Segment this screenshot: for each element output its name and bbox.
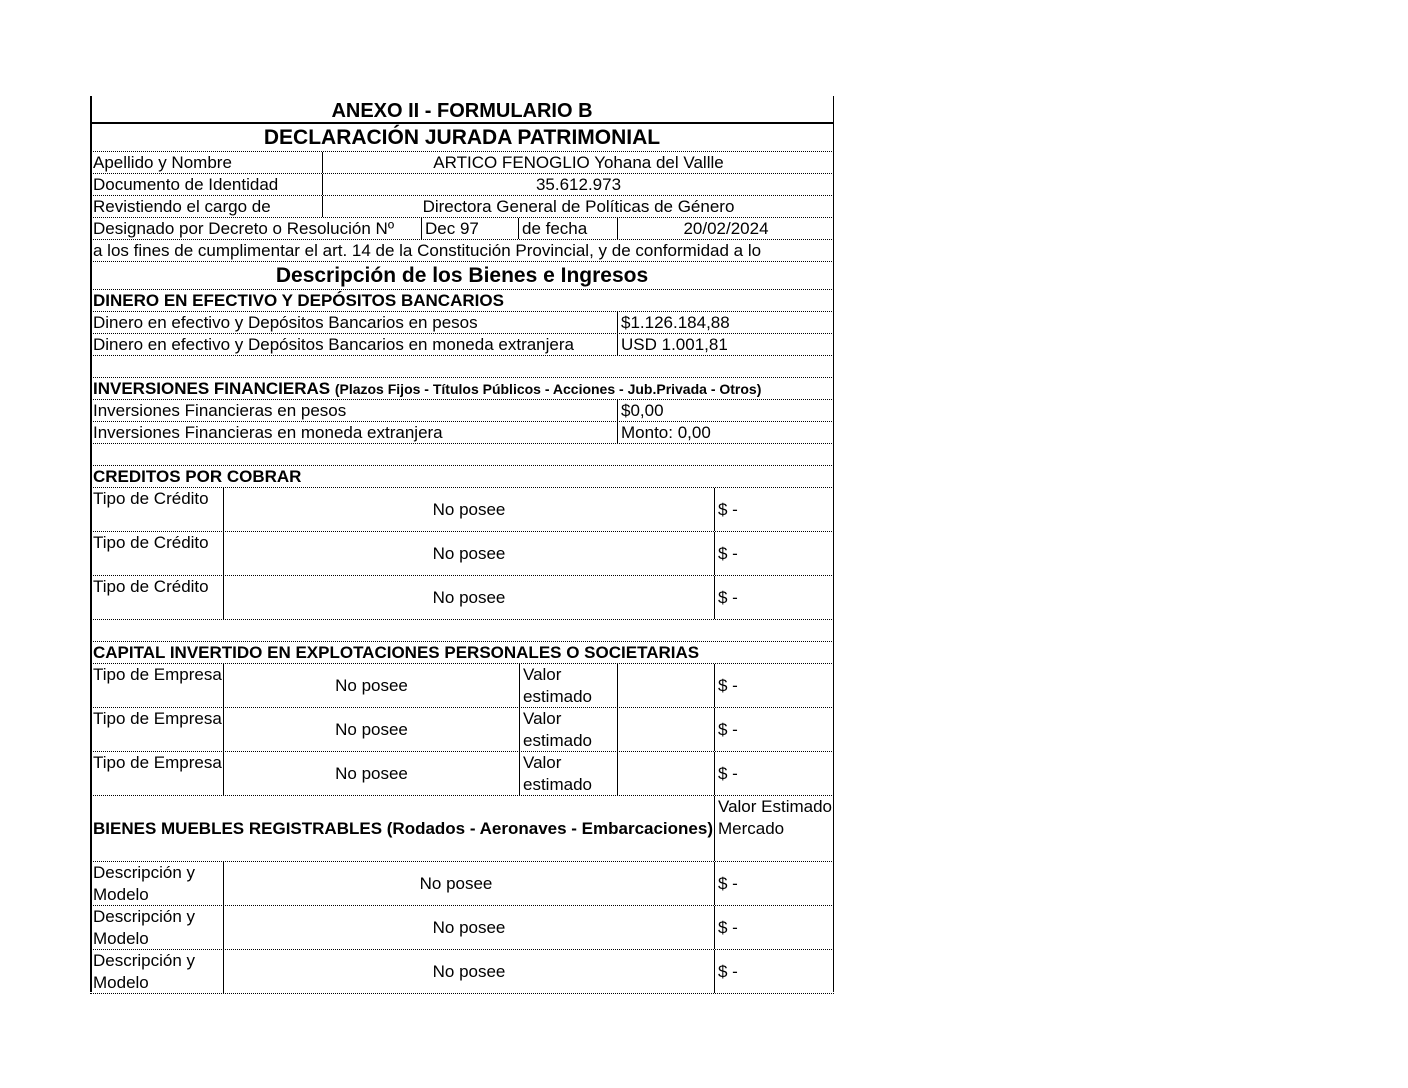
credit-row — [90, 576, 834, 620]
investments-section-title — [90, 378, 834, 400]
document-label: Documento de Identidad — [93, 175, 279, 194]
name-value: ARTICO FENOGLIO Yohana del Vallle — [322, 152, 834, 173]
post-value: Directora General de Políticas de Género — [322, 196, 834, 217]
investment-row — [90, 422, 834, 444]
credit-type-label: Tipo de Crédito — [93, 533, 209, 552]
capital-amount: $ - — [714, 664, 834, 707]
post-row — [90, 196, 834, 218]
name-label: Apellido y Nombre — [93, 153, 232, 172]
cash-section-row — [90, 290, 834, 312]
name-row — [90, 152, 834, 174]
cash-value: USD 1.001,81 — [617, 334, 834, 355]
purpose-row — [90, 240, 834, 262]
decree-row — [90, 218, 834, 240]
decree-value: Dec 97 — [421, 218, 518, 239]
capital-section-row — [90, 642, 834, 664]
credit-description: No posee — [223, 488, 714, 531]
declaration-form — [90, 96, 834, 994]
company-description: No posee — [223, 708, 519, 751]
document-row — [90, 174, 834, 196]
credits-section-title: CREDITOS POR COBRAR — [93, 467, 302, 486]
investment-label: Inversiones Financieras en pesos — [93, 401, 347, 420]
company-type-label: Tipo de Empresa — [93, 753, 222, 772]
company-type-label: Tipo de Empresa — [93, 709, 222, 728]
investments-section-row — [90, 378, 834, 400]
credit-amount: $ - — [714, 532, 834, 575]
capital-amount: $ - — [714, 752, 834, 795]
credit-type-label: Tipo de Crédito — [93, 489, 209, 508]
investment-value: $0,00 — [617, 400, 834, 421]
credit-description: No posee — [223, 532, 714, 575]
market-value-header: Valor Estimado Mercado — [714, 796, 834, 861]
vehicle-row — [90, 862, 834, 906]
form-title: DECLARACIÓN JURADA PATRIMONIAL — [263, 126, 661, 149]
credit-row — [90, 488, 834, 532]
company-description: No posee — [223, 752, 519, 795]
investments-title: INVERSIONES FINANCIERAS — [93, 379, 331, 398]
cash-label: Dinero en efectivo y Depósitos Bancarios en moneda extranjera — [93, 335, 574, 354]
vehicle-description: No posee — [223, 906, 714, 949]
spacer-row — [90, 356, 834, 378]
investments-subtitle: (Plazos Fijos - Títulos Públicos - Acciones - Jub.Privada - Otros) — [334, 381, 762, 397]
spacer-row — [90, 444, 834, 466]
vehicle-row — [90, 950, 834, 994]
assets-title-row — [90, 262, 834, 290]
estimated-value-label: Valor estimado — [519, 708, 617, 751]
credit-type-label: Tipo de Crédito — [93, 577, 209, 596]
vehicle-label: Descripción y Modelo — [93, 951, 196, 992]
investment-row — [90, 400, 834, 422]
decree-label: Designado por Decreto o Resolución Nº — [93, 219, 395, 238]
vehicle-description: No posee — [223, 862, 688, 905]
vehicles-section-title: BIENES MUEBLES REGISTRABLES (Rodados - Aeronaves - Embarcaciones) — [93, 818, 713, 838]
estimated-value-cell — [617, 664, 714, 707]
credit-description: No posee — [223, 576, 714, 619]
vehicle-label: Descripción y Modelo — [93, 863, 196, 904]
post-label: Revistiendo el cargo de — [93, 197, 271, 216]
spacer-row — [90, 620, 834, 642]
vehicle-row — [90, 906, 834, 950]
document-value: 35.612.973 — [322, 174, 834, 195]
credit-amount: $ - — [714, 488, 834, 531]
capital-row — [90, 708, 834, 752]
company-type-label: Tipo de Empresa — [93, 665, 222, 684]
annex-title-row — [90, 96, 834, 124]
cash-section-title: DINERO EN EFECTIVO Y DEPÓSITOS BANCARIOS — [93, 291, 504, 310]
estimated-value-label: Valor estimado — [519, 664, 617, 707]
estimated-value-cell — [617, 708, 714, 751]
vehicle-label: Descripción y Modelo — [93, 907, 196, 948]
form-title-row — [90, 124, 834, 152]
credits-section-row — [90, 466, 834, 488]
cash-label: Dinero en efectivo y Depósitos Bancarios en pesos — [93, 313, 478, 332]
vehicles-section-row — [90, 796, 834, 862]
capital-amount: $ - — [714, 708, 834, 751]
vehicle-amount: $ - — [714, 950, 834, 993]
cash-row — [90, 334, 834, 356]
vehicle-amount: $ - — [714, 906, 834, 949]
assets-title: Descripción de los Bienes e Ingresos — [275, 264, 649, 287]
capital-section-title: CAPITAL INVERTIDO EN EXPLOTACIONES PERSONALES O SOCIETARIAS — [93, 643, 700, 662]
cash-row — [90, 312, 834, 334]
date-label: de fecha — [518, 218, 617, 239]
annex-title: ANEXO II - FORMULARIO B — [331, 100, 593, 122]
capital-row — [90, 752, 834, 796]
estimated-value-cell — [617, 752, 714, 795]
cash-value: $1.126.184,88 — [617, 312, 834, 333]
vehicle-amount: $ - — [714, 862, 834, 905]
purpose-text: a los fines de cumplimentar el art. 14 de la Constitución Provincial, y de conformidad a lo — [93, 241, 762, 260]
date-value: 20/02/2024 — [617, 218, 834, 239]
credit-amount: $ - — [714, 576, 834, 619]
estimated-value-label: Valor estimado — [519, 752, 617, 795]
vehicle-description: No posee — [223, 950, 714, 993]
capital-row — [90, 664, 834, 708]
company-description: No posee — [223, 664, 519, 707]
investment-value: Monto: 0,00 — [617, 422, 834, 443]
credit-row — [90, 532, 834, 576]
investment-label: Inversiones Financieras en moneda extranjera — [93, 423, 443, 442]
